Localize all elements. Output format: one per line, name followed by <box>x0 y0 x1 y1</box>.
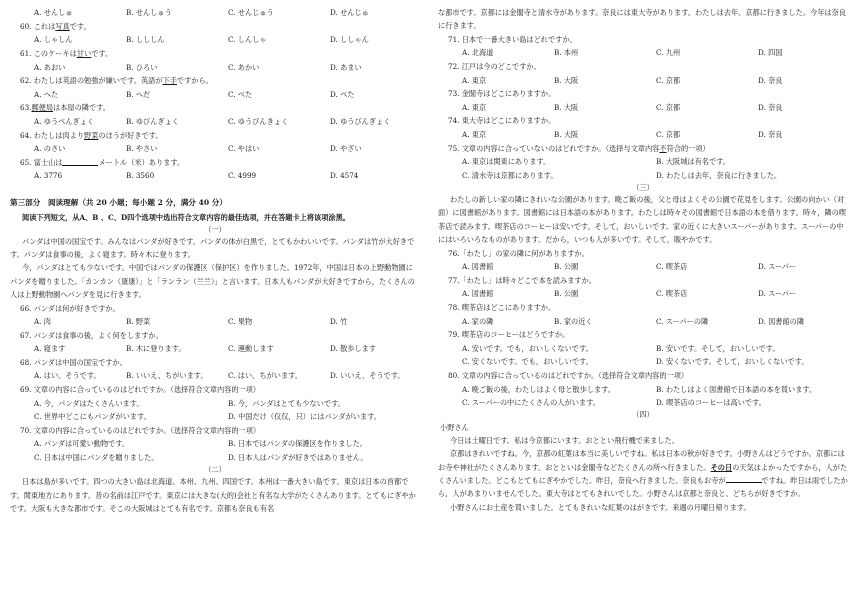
q62-options <box>10 88 420 102</box>
answer-blank <box>726 475 762 483</box>
option-a[interactable]: A. 寝ます <box>34 344 66 354</box>
option-a[interactable]: A. 図書館 <box>462 289 494 299</box>
q78-options <box>438 314 848 328</box>
option-c[interactable]: C. スーパーの中にたくさんの人がいます。 <box>462 398 600 408</box>
q64-options <box>10 142 420 156</box>
option-d[interactable]: D. べた <box>330 89 355 99</box>
q62-stem: 62. わたしは英語の勉強が嫌いです。英語が 下手 ですから。 <box>20 76 213 86</box>
option-a[interactable]: A. 北海道 <box>462 48 494 58</box>
option-a[interactable]: A. はい、そうです。 <box>34 371 101 381</box>
option-d[interactable]: D. 竹 <box>330 317 348 327</box>
option-b[interactable]: B. 大阪城は有名です。 <box>656 157 730 167</box>
option-c[interactable]: C. あかい <box>228 62 260 72</box>
option-c[interactable]: C. 日本は中国にパンダを贈りました。 <box>34 453 159 463</box>
q61-options <box>10 60 420 74</box>
option-c[interactable]: C. 京都 <box>656 102 681 112</box>
passage-4-para-2: 京都はきれいですね。今，京都の紅葉は本当に美しいですね。私は日本の秋が好きです。小野さんはどうですか。京都にはお寺や神社がたくさんあります。おとといは金閣寺などたくさんの所へ行きました。その日の天気はよかったですから，人がたくさんいました。どこもとてもにぎやかでした。昨日，奈良へ行きました。奈良もお寺が ですね。昨日は雨でしたから，人があまりいませんでした。東大寺はとてもきれいでした。小野さんは京都と奈良と、どちらが好きですか。 <box>438 449 848 499</box>
option-d[interactable]: D. あまい <box>330 62 362 72</box>
option-a[interactable]: A. 今，パンダはたくさんいます。 <box>34 398 144 408</box>
q65-stem: 65. 富士山は メートル（米）あります。 <box>20 157 185 167</box>
q68-options <box>10 369 420 383</box>
q63-stem: 63. 郵便局 は本屋の隣です。 <box>20 103 110 113</box>
option-b[interactable]: B. 公園 <box>554 262 579 272</box>
option-a[interactable]: A. しゃしん <box>34 35 73 45</box>
option-b[interactable]: B. 公園 <box>554 289 579 299</box>
option-d[interactable]: D. 図書館の隣 <box>758 316 805 326</box>
option-b[interactable]: B. しししん <box>126 35 165 45</box>
option-b[interactable]: B. せんしゅう <box>126 8 172 18</box>
option-c[interactable]: C. 運動します <box>228 344 274 354</box>
option-c[interactable]: C. 果物 <box>228 317 253 327</box>
underlined-word: 下手 <box>162 76 177 86</box>
option-a[interactable]: A. 3776 <box>34 171 63 181</box>
option-d[interactable]: D. わたしは去年，奈良に行きました。 <box>656 170 782 180</box>
option-d[interactable]: D. 安くないです。そして，おいしくないです。 <box>656 357 809 367</box>
option-c[interactable]: C. 喫茶店 <box>656 289 688 299</box>
option-b[interactable]: B. 安いです。そして，おいしいです。 <box>656 343 780 353</box>
q75-options-cd <box>438 169 848 183</box>
option-c[interactable]: C. ゆうびんきょく <box>228 117 289 127</box>
q66-stem: 66. パンダは何が好きですか。 <box>20 303 120 313</box>
option-d[interactable]: D. ししゃん <box>330 35 369 45</box>
option-b[interactable]: B. 家の近く <box>554 316 593 326</box>
option-b[interactable]: B. ゆびんぎょく <box>126 117 179 127</box>
option-d[interactable]: D. スーパー <box>758 289 797 299</box>
passage-3-mark: （三） <box>632 183 654 193</box>
option-b[interactable]: B. へだ <box>126 89 151 99</box>
option-c[interactable]: C. 清水寺は京都にあります。 <box>462 170 558 180</box>
option-c[interactable]: C. せんじゅう <box>228 8 274 18</box>
q68-stem: 68. パンダは中国の国宝ですか。 <box>20 357 127 367</box>
letter-salutation: 小野さん <box>440 422 469 432</box>
underlined-word: 郵便局 <box>31 103 54 113</box>
option-c[interactable]: C. 京都 <box>656 75 681 85</box>
left-column <box>10 6 420 515</box>
option-d[interactable]: D. ゆうびんぎょく <box>330 117 391 127</box>
q76-stem: 76.「わたし」の家の隣に何がありますか。 <box>448 248 589 258</box>
option-a[interactable]: A. 安いです。でも，おいしくないです。 <box>462 343 593 353</box>
option-d[interactable]: D. 奈良 <box>758 102 783 112</box>
q64-stem: 64. わたしは肉より 野菜 のほうが好きです。 <box>20 130 163 140</box>
option-d[interactable]: D. いいえ、そうです。 <box>330 371 405 381</box>
q71-options <box>438 46 848 60</box>
q61-stem: 61. このケーキは 甘い です。 <box>20 49 113 59</box>
option-d[interactable]: D. 日本人はパンダが好きではありません。 <box>228 453 368 463</box>
option-c[interactable]: C. スーパーの隣 <box>656 316 709 326</box>
q72-options <box>438 73 848 87</box>
option-c[interactable]: C. 九州 <box>656 48 681 58</box>
option-b[interactable]: B. わたしはよく図書館で日本語の本を買います。 <box>656 384 817 394</box>
answer-blank <box>62 158 98 166</box>
right-column <box>438 6 848 514</box>
option-a[interactable]: A. のさい <box>34 144 66 154</box>
passage-1-mark: （一） <box>204 224 226 234</box>
q60-options <box>10 33 420 47</box>
q70-options-ab <box>10 437 420 451</box>
option-a[interactable]: A. 東京 <box>462 75 487 85</box>
option-b[interactable]: B. やさい <box>126 144 158 154</box>
passage-1-para-2: 今，パンダはとても少ないです。中国ではパンダの保護区（保护区）を作りました。1972年，中国は日本の上野動物園にパンダを贈りました。「カンカン（康康）」と「ランラン（兰兰）」と言います。日本人もパンダが大好きですから，たくさんの人は上野動物園へパンダを見に行きます。 <box>10 263 415 299</box>
q67-options <box>10 342 420 356</box>
option-a[interactable]: A. あおい <box>34 62 66 72</box>
q69-stem: 69. 文章の内容に合っているのはどれですか。（选择符合文章内容的一项） <box>20 385 261 395</box>
option-b[interactable]: B. 3560 <box>126 171 155 181</box>
q74-stem: 74. 東大寺はどこにありますか。 <box>448 116 556 126</box>
option-b[interactable]: B. ひろい <box>126 62 158 72</box>
option-c[interactable]: C. 4999 <box>228 171 257 181</box>
option-c[interactable]: C. しんしゃ <box>228 35 267 45</box>
q80-options-ab <box>438 382 848 396</box>
option-a[interactable]: A. 東京 <box>462 130 487 140</box>
option-d[interactable]: D. 奈良 <box>758 75 783 85</box>
option-a[interactable]: A. 東京は関東にあります。 <box>462 157 551 167</box>
option-c[interactable]: C. はい、ちがいます。 <box>228 371 302 381</box>
q79-options-ab <box>438 341 848 355</box>
option-a[interactable]: A. 家の隣 <box>462 316 494 326</box>
underlined-word: 甘い <box>76 49 92 59</box>
passage-4-para-1: 今日は土曜日です。私は今京都にいます。おととい飛行機で来ました。 <box>450 436 679 446</box>
q60-stem: 60. これは 写真 です。 <box>20 21 91 31</box>
q70-stem: 70. 文章の内容に合っているのはどれですか。（选择符合文章内容的一项） <box>20 425 261 435</box>
option-a[interactable]: A. 晩ご飯の後，わたしはよく母と散歩します。 <box>462 384 615 394</box>
option-c[interactable]: C. 世界中どこにもパンダがいます。 <box>34 412 151 422</box>
option-d[interactable]: D. 散歩します <box>330 344 377 354</box>
option-a[interactable]: A. 東京 <box>462 102 487 112</box>
q75-options-ab <box>438 155 848 169</box>
option-c[interactable]: C. 喫茶店 <box>656 262 688 272</box>
option-c[interactable]: C. 京都 <box>656 130 681 140</box>
q66-options <box>10 315 420 329</box>
section-heading: 第三部分 阅读理解（共 20 小题；每小题 2 分，满分 40 分） <box>10 198 227 208</box>
option-d[interactable]: D. 4574 <box>330 171 359 181</box>
option-d[interactable]: D. せんじゅ <box>330 8 369 18</box>
q79-options-cd <box>438 355 848 369</box>
option-c[interactable]: C. やはい <box>228 144 260 154</box>
q77-stem: 77.「わたし」は時々どこで本を読みますか。 <box>448 275 596 285</box>
q75-stem: 75. 文章の内容に合っていないのはどれですか。（选择与文章内容 不 符合的一项） <box>448 143 710 153</box>
underlined-word: 不 <box>659 143 667 153</box>
q77-options <box>438 287 848 301</box>
option-d[interactable]: D. 四国 <box>758 48 783 58</box>
q74-options <box>438 128 848 142</box>
option-b[interactable]: B. 大阪 <box>554 130 579 140</box>
underlined-bold-phrase: その日 <box>710 462 733 472</box>
option-c[interactable]: C. 安くないです。でも，おいしいです。 <box>462 357 593 367</box>
q79-stem: 79. 喫茶店のコーヒーはどうですか。 <box>448 330 570 340</box>
passage-4-mark: （四） <box>632 410 654 420</box>
q80-stem: 80. 文章の内容に合っているのはどれですか。（选择符合文章内容的一项） <box>448 370 689 380</box>
passage-2-continued: な都市です。京都には金閣寺と清水寺があります。奈良には東大寺があります。わたしは去年、京都に行きました。今年は奈良に行きます。 <box>438 8 846 31</box>
option-b[interactable]: B. 野菜 <box>126 317 151 327</box>
q63-options <box>10 115 420 129</box>
q73-options <box>438 101 848 115</box>
q69-options-ab <box>10 396 420 410</box>
option-d[interactable]: D. 喫茶店のコーヒーは高いです。 <box>656 398 766 408</box>
option-c[interactable]: C. べた <box>228 89 253 99</box>
option-a[interactable]: A. ゆうべんぎょく <box>34 117 95 127</box>
underlined-word: 野菜 <box>84 130 99 140</box>
underlined-word: 写真 <box>55 21 70 31</box>
q65-options <box>10 169 420 183</box>
q78-stem: 78. 喫茶店はどこにありますか。 <box>448 302 556 312</box>
option-d[interactable]: D. スーパー <box>758 262 797 272</box>
option-a[interactable]: A. パンダは可愛い動物です。 <box>34 439 130 449</box>
q76-options <box>438 260 848 274</box>
option-b[interactable]: B. 大阪 <box>554 102 579 112</box>
q73-stem: 73. 金閣寺はどこにありますか。 <box>448 89 556 99</box>
passage-2-mark: （二） <box>204 465 226 475</box>
option-b[interactable]: B. いいえ、ちがいます。 <box>126 371 208 381</box>
q67-stem: 67. パンダは食事の後，よく何をしますか。 <box>20 330 163 340</box>
q69-options-cd <box>10 410 420 424</box>
option-b[interactable]: B. 今，パンダはとても少ないです。 <box>228 398 345 408</box>
option-b[interactable]: B. 日本ではパンダの保護区を作りました。 <box>228 439 367 449</box>
option-b[interactable]: B. 本州 <box>554 48 579 58</box>
passage-1-para-1: パンダは中国の国宝です。みんなはパンダが好きです。パンダの体が白黒で，とてもかわいいです。パンダは竹が大好きです。パンダは食事の後，よく寝ます。時々木に登ります。 <box>10 236 415 260</box>
q59-options <box>10 6 420 20</box>
option-a[interactable]: A. 肉 <box>34 317 51 327</box>
option-d[interactable]: D. 中国だけ（仅仅，只）にはパンダがいます。 <box>228 412 381 422</box>
passage-2-text: 日本は島が多いです。四つの大きい島は北海道、本州、九州、四国です。本州は一番大きい島です。東京は日本の首都です。関東地方にあります。昔の名前は江戸です。東京には大きな(大的)会社と有名な大学がたくさんあります。とてもにぎやかです。大阪も大きな都市です。そこの大阪城はとても有名です。京都も奈良も有名 <box>10 477 416 513</box>
q70-options-cd <box>10 451 420 465</box>
option-d[interactable]: D. やざい <box>330 144 362 154</box>
passage-3-text: わたしの新しい家の隣にきれいな公園があります。晩ご飯の後，父と母はよくその公園で花見をします。公園の向かい（对面）に図書館があります。図書館には日本語の本があります。わたしは時々その図書館で日本語の本を借ります。時々，隣の喫茶店で読みます。喫茶店のコーヒーは安いです。そして，おいしいです。家の近くに大きいスーパーがあります。スーパーの中にはいろいろなものがあります。だから，いつも人が多いです。そして，賑やかです。 <box>438 195 846 245</box>
passage-4-para-3: 小野さんにお土産を買いました。とてもきれいな紅葉のはがきです。来週の月曜日帰ります。 <box>450 502 751 512</box>
option-d[interactable]: D. 奈良 <box>758 130 783 140</box>
option-b[interactable]: B. 大阪 <box>554 75 579 85</box>
option-a[interactable]: A. 図書館 <box>462 262 494 272</box>
option-a[interactable]: A. へた <box>34 89 59 99</box>
q80-options-cd <box>438 396 848 410</box>
instructions: 阅读下列短文，从A、B 、C、D四个选项中选出符合文章内容的最佳选项，并在答题卡上将该项涂黑。 <box>22 212 350 222</box>
q71-stem: 71. 日本で一番大きい島はどれですか。 <box>448 34 577 44</box>
q72-stem: 72. 江戸は今のどこですか。 <box>448 62 541 72</box>
option-b[interactable]: B. 木に登ります。 <box>126 344 186 354</box>
option-a[interactable]: A. せんしゅ <box>34 8 73 18</box>
